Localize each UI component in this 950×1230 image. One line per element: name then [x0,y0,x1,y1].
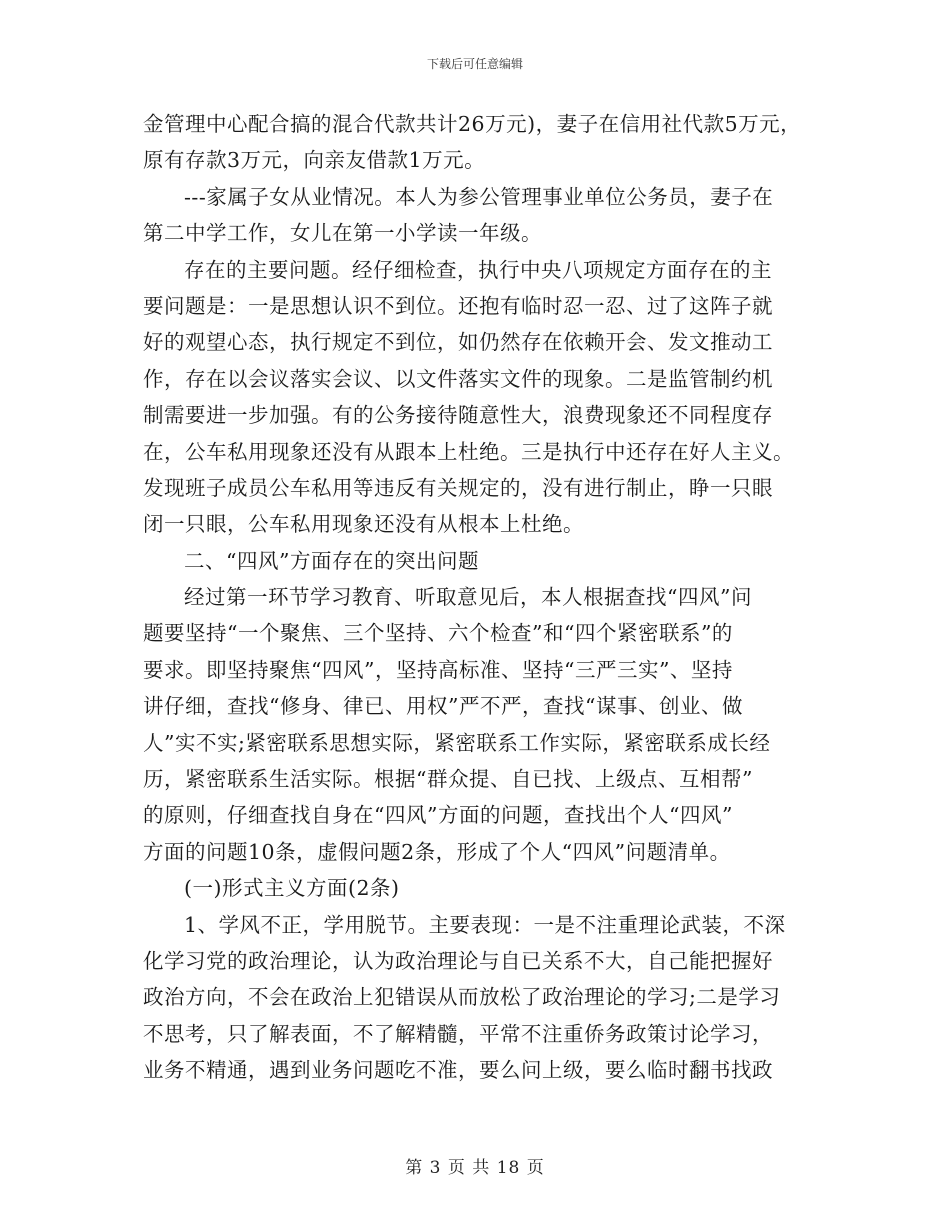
text-line: 政治方向，不会在政治上犯错误从而放松了政治理论的学习;二是学习 [143,985,781,1010]
text-line: 的原则，仔细查找自身在“四风”方面的问题，查找出个人“四风” [143,803,733,828]
text-line: 闭一只眼，公车私用现象还没有从根本上杜绝。 [143,512,584,537]
text-line: 第二中学工作，女儿在第一小学读一年级。 [143,221,542,246]
text-line: 业务不精通，遇到业务问题吃不准，要么问上级，要么临时翻书找政 [143,1058,773,1083]
text-line: ---家属子女从业情况。本人为参公管理事业单位公务员，妻子在 [184,184,774,209]
page-footer: 第 3 页 共 18 页 [405,1158,545,1178]
text-line: 不思考，只了解表面，不了解精髓，平常不注重侨务政策讨论学习， [143,1021,773,1046]
text-line: 经过第一环节学习教育、听取意见后，本人根据查找“四风”问 [184,585,752,610]
text-line: 要问题是：一是思想认识不到位。还抱有临时忍一忍、过了这阵子就 [143,293,773,318]
page-header: 下载后可任意编辑 [426,57,523,71]
section-heading: 二、“四风”方面存在的突出问题 [184,548,479,573]
text-line: 发现班子成员公车私用等违反有关规定的，没有进行制止，睁一只眼 [143,475,773,500]
text-line: 在，公车私用现象还没有从跟本上杜绝。三是执行中还存在好人主义。 [143,439,794,464]
text-line: 金管理中心配合搞的混合代款共计26万元)，妻子在信用社代款5万元， [143,112,802,136]
text-line: 作，存在以会议落实会议、以文件落实文件的现象。二是监管制约机 [143,366,773,391]
text-line: 存在的主要问题。经仔细检查，执行中央八项规定方面存在的主 [184,257,772,282]
text-line: 历，紧密联系生活实际。根据“群众提、自已找、上级点、互相帮” [143,767,753,792]
text-line: 1、学风不正，学用脱节。主要表现：一是不注重理论武装，不深 [184,912,786,937]
text-line: 原有存款3万元，向亲友借款1万元。 [143,148,486,173]
document-body [143,106,823,1089]
text-line: 讲仔细，查找“修身、律已、用权”严不严，查找“谋事、创业、做 [143,694,743,719]
text-line: 方面的问题10条，虚假问题2条，形成了个人“四风”问题清单。 [143,839,731,864]
text-line: 要求。即坚持聚焦“四风”，坚持高标准、坚持“三严三实”、坚持 [143,657,733,682]
text-line: 题要坚持“一个聚焦、三个坚持、六个检查”和“四个紧密联系”的 [143,621,733,646]
text-line: 好的观望心态，执行规定不到位，如仍然存在依赖开会、发文推动工 [143,330,773,355]
text-line: 人”实不实;紧密联系思想实际，紧密联系工作实际，紧密联系成长经 [143,730,771,755]
text-line: 制需要进一步加强。有的公务接待随意性大，浪费现象还不同程度存 [143,403,773,428]
subsection-heading: (一)形式主义方面(2条) [184,876,400,901]
text-line: 化学习党的政治理论，认为政治理论与自已关系不大，自己能把握好 [143,948,773,973]
